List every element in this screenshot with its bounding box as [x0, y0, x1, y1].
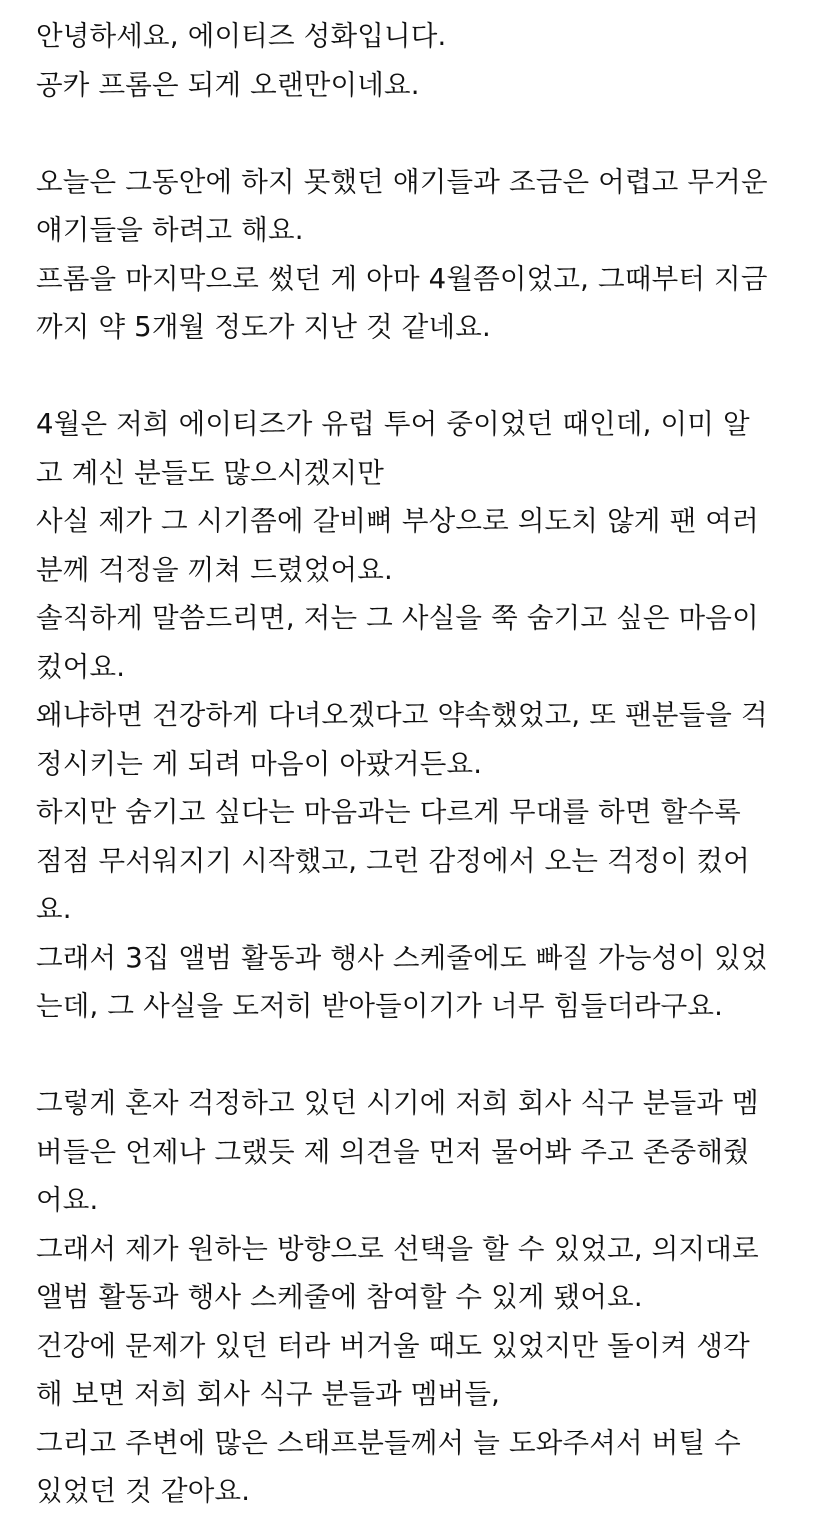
text-line: 앨범 활동과 행사 스케줄에 참여할 수 있게 됐어요.	[36, 1281, 643, 1313]
text-line: 까지 약 5개월 정도가 지난 것 같네요.	[36, 311, 491, 343]
text-line: 분께 걱정을 끼쳐 드렸었어요.	[36, 553, 393, 586]
text-line: 건강에 문제가 있던 터라 버거울 때도 있었지만 돌이켜 생각	[36, 1329, 750, 1362]
text-line: 프롬을 마지막으로 썼던 게 아마 4월쯤이었고, 그때부터 지금	[36, 262, 768, 295]
text-line: 버들은 언제나 그랬듯 제 의견을 먼저 물어봐 주고 존중해줬	[36, 1135, 750, 1168]
blank-line	[36, 352, 816, 401]
text-line: 오늘은 그동안에 하지 못했던 얘기들과 조금은 어렵고 무거운	[36, 165, 768, 198]
text-line: 하지만 숨기고 싶다는 마음과는 다르게 무대를 하면 할수록	[36, 796, 741, 828]
text-line: 해 보면 저희 회사 식구 분들과 멤버들,	[36, 1378, 501, 1410]
text-line: 솔직하게 말씀드리면, 저는 그 사실을 쭉 숨기고 싶은 마음이	[36, 602, 759, 634]
post-body	[36, 12, 816, 1516]
text-line: 컸어요.	[36, 650, 126, 683]
text-line: 그래서 3집 앨범 활동과 행사 스케줄에도 빠질 가능성이 있었	[36, 941, 768, 974]
text-line: 점점 무서워지기 시작했고, 그런 감정에서 오는 걱정이 컸어	[36, 844, 750, 877]
text-line: 있었던 것 같아요.	[36, 1475, 251, 1507]
text-line: 왜냐하면 건강하게 다녀오겠다고 약속했었고, 또 팬분들을 걱	[36, 699, 768, 731]
text-line: 사실 제가 그 시기쯤에 갈비뼈 부상으로 의도치 않게 팬 여러	[36, 505, 759, 537]
text-line: 고 계신 분들도 많으시겠지만	[36, 456, 385, 489]
blank-line	[36, 1031, 816, 1080]
text-line: 요.	[36, 893, 72, 925]
text-line: 그렇게 혼자 걱정하고 있던 시기에 저희 회사 식구 분들과 멤	[36, 1087, 759, 1119]
text-line: 정시키는 게 되려 마음이 아팠거든요.	[36, 747, 483, 780]
text-line: 공카 프롬은 되게 오랜만이네요.	[36, 68, 420, 101]
blank-line	[36, 109, 816, 158]
text-line: 4월은 저희 에이티즈가 유럽 투어 중이었던 때인데, 이미 알	[36, 408, 750, 440]
text-line: 는데, 그 사실을 도저히 받아들이기가 너무 힘들더라구요.	[36, 990, 724, 1022]
text-line: 어요.	[36, 1184, 99, 1216]
text-line: 얘기들을 하려고 해요.	[36, 214, 304, 246]
text-line: 그래서 제가 원하는 방향으로 선택을 할 수 있었고, 의지대로	[36, 1232, 759, 1265]
text-line: 그리고 주변에 많은 스태프분들께서 늘 도와주셔서 버틸 수	[36, 1426, 741, 1459]
text-line: 안녕하세요, 에이티즈 성화입니다.	[36, 20, 447, 52]
